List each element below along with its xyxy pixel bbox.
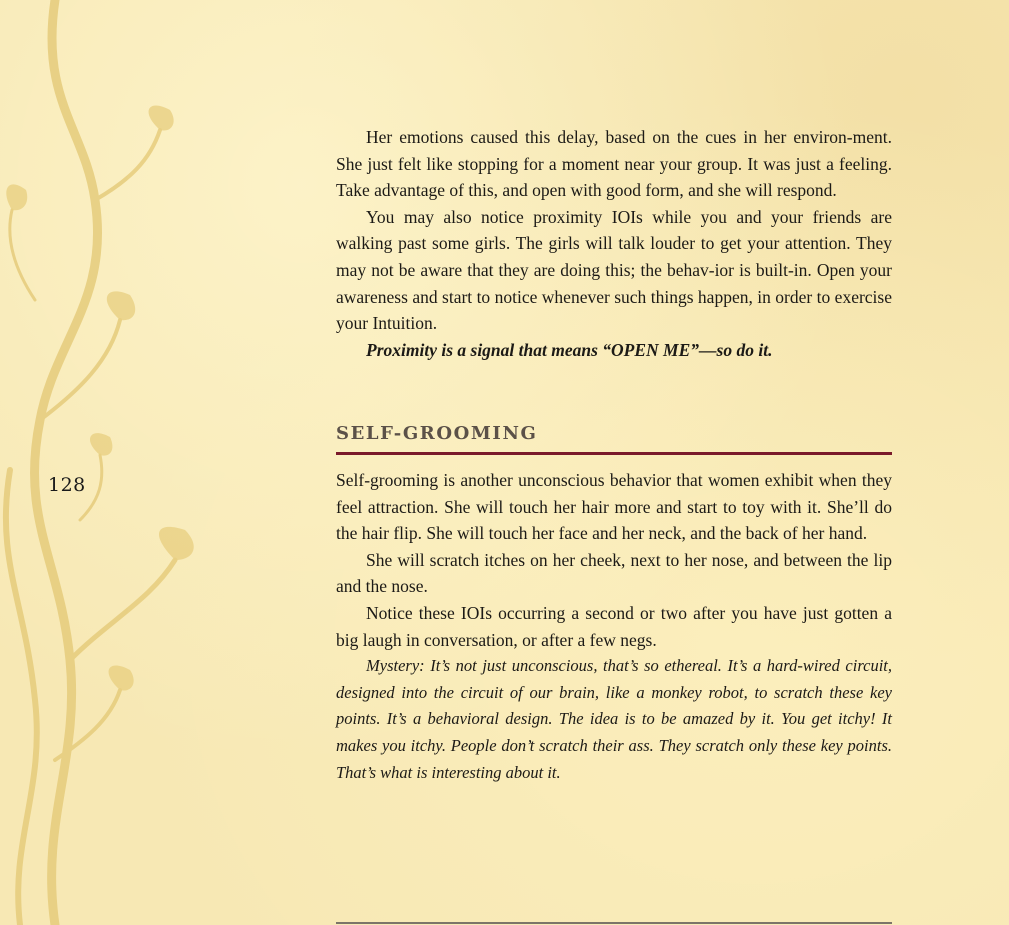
upper-text-block: [336, 124, 892, 363]
vine-ornament: [0, 0, 220, 925]
bottom-divider: [336, 922, 892, 924]
emphasis-line: Proximity is a signal that means “OPEN ME”—so do it.: [366, 339, 773, 360]
paragraph: She will scratch itches on her cheek, next to her nose, and between the lip and the nose.: [336, 549, 892, 597]
paragraph: Self-grooming is another unconscious behavior that women exhibit when they feel attraction. She will touch her hair more and start to toy with it. She’ll do the hair flip. She will touch her face and her neck, and the back of her hand.: [336, 470, 892, 544]
mystery-quote: Mystery: It’s not just unconscious, that’s so ethereal. It’s a hard-wired circuit, designed into the circuit of our brain, like a monkey robot, to scratch these key points. It’s a behavioral design. The idea is to be amazed by it. You get itchy! It makes you itchy. People don’t scratch their ass. They scratch only these key points. That’s what is interesting about it.: [336, 656, 892, 782]
paragraph: Her emotions caused this delay, based on the cues in her environ-ment. She just felt like stopping for a moment near your group. It was just a feeling. Take advantage of this, and open with good form, and she will respond.: [336, 127, 892, 201]
section-text-block: [336, 467, 892, 786]
section-heading: SELF-GROOMING: [336, 423, 538, 444]
paragraph: Notice these IOIs occurring a second or two after you have just gotten a big laugh in conversation, or after a few negs.: [336, 602, 892, 650]
paragraph: You may also notice proximity IOIs while you and your friends are walking past some girls. The girls will talk louder to get your attention. They may not be aware that they are doing this; the behav-ior is built-in. Open your awareness and start to notice whenever such things happen, in order to exercise your Intuition.: [336, 206, 892, 334]
section-divider: [336, 452, 892, 455]
page-number: 128: [48, 474, 86, 496]
